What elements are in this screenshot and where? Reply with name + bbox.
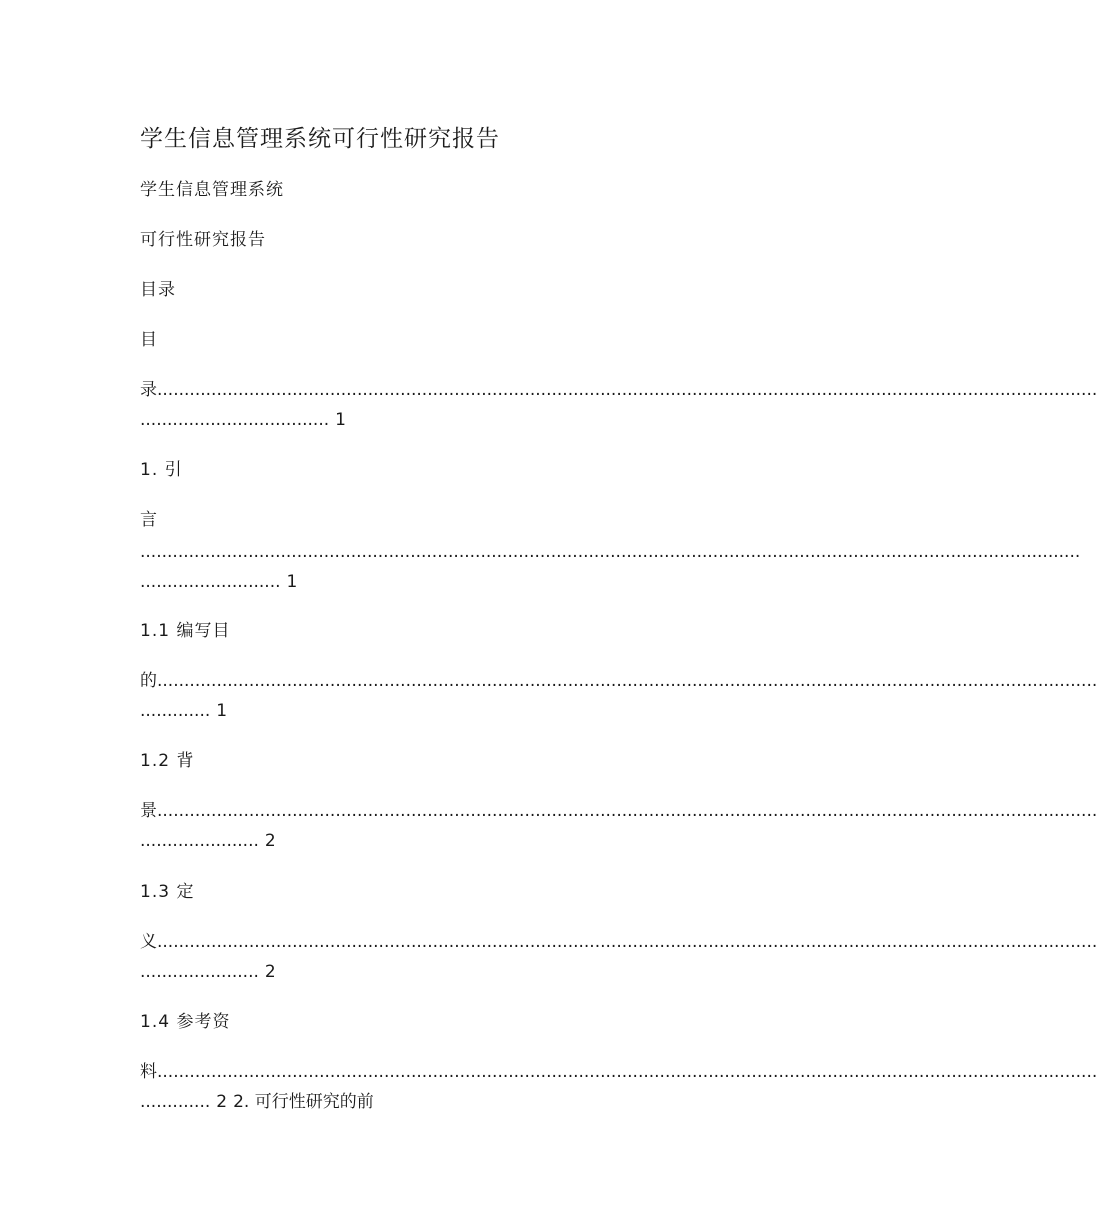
toc-entry-head: 1.4 参考资 <box>140 1012 231 1032</box>
toc-entry-leader-line <box>140 540 1081 564</box>
toc-entry-lead-char: 义 <box>140 932 157 952</box>
subtitle-system-name: 学生信息管理系统 <box>140 180 284 200</box>
toc-entry-head: 1.2 背 <box>140 751 195 771</box>
toc-page-number: 1 <box>335 410 346 430</box>
toc-entry-leader-line <box>140 669 1097 693</box>
toc-entry-head: 1.1 编写目 <box>140 621 231 641</box>
toc-leader-dots: .............................................................................................................................................................................. <box>157 671 1097 691</box>
toc-entry-head: 1. 引 <box>140 460 183 480</box>
toc-page-number: 1 <box>286 572 298 592</box>
toc-leader-dots: ................................... <box>140 410 330 430</box>
toc-next-entry-fragment: 2. 可行性研究的前 <box>233 1092 374 1112</box>
toc-leader-dots: .......................... <box>140 572 281 592</box>
toc-entry-lead-char: 录 <box>140 380 157 400</box>
toc-entry-head: 1.3 定 <box>140 882 195 902</box>
toc-entry-leader-line <box>140 570 806 594</box>
toc-entry-lead-char: 景 <box>140 801 157 821</box>
toc-entry-leader-line <box>140 378 1097 402</box>
toc-leader-dots: ...................... <box>140 831 259 851</box>
toc-entry-head: 目 <box>140 330 158 350</box>
toc-entry-leader-line <box>140 930 1097 954</box>
toc-page-number: 1 <box>216 701 228 721</box>
toc-leader-dots: .............................................................................................................................................................................. <box>157 1062 1097 1082</box>
toc-leader-dots: ............. <box>140 1092 211 1112</box>
toc-page-number: 2 <box>216 1092 228 1112</box>
toc-entry-leader-line <box>140 1060 1097 1084</box>
toc-page-number: 2 <box>264 831 276 851</box>
toc-entry-leader-line <box>140 408 806 432</box>
toc-entry-leader-line <box>140 829 806 853</box>
toc-entry-leader-line <box>140 699 806 723</box>
toc-leader-dots: .............................................................................................................................................................................. <box>157 801 1097 821</box>
toc-leader-dots: ............. <box>140 701 211 721</box>
subtitle-report-name: 可行性研究报告 <box>140 230 266 250</box>
toc-entry-lead-char: 料 <box>140 1062 157 1082</box>
toc-leader-dots: .............................................................................................................................................................................. <box>157 380 1097 400</box>
toc-entry-leader-line <box>140 799 1097 823</box>
toc-heading: 目录 <box>140 280 176 300</box>
document-title: 学生信息管理系统可行性研究报告 <box>140 126 500 152</box>
toc-entry-leader-line <box>140 1090 806 1114</box>
toc-leader-dots: .............................................................................................................................................................................. <box>157 932 1097 952</box>
toc-entry-lead-char: 言 <box>140 510 158 530</box>
toc-page-number: 2 <box>264 962 276 982</box>
toc-entry-leader-line <box>140 960 806 984</box>
toc-entry-lead-char: 的 <box>140 671 157 691</box>
toc-leader-dots: ...................... <box>140 962 259 982</box>
toc-leader-dots: .............................................................................................................................................................................. <box>140 542 1081 562</box>
